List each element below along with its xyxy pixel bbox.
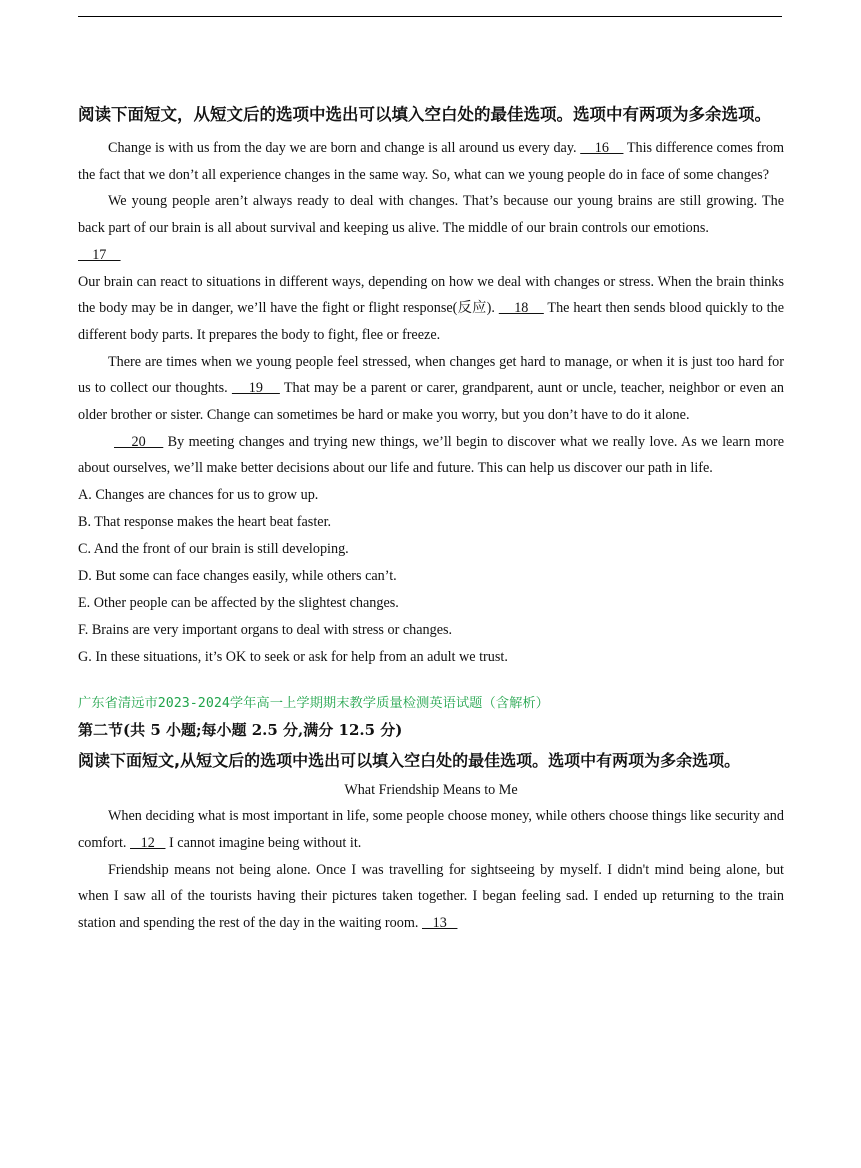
passage1-instruction: 阅读下面短文，从短文后的选项中选出可以填入空白处的最佳选项。选项中有两项为多余选项。 — [78, 105, 771, 124]
passage1-paragraph-3: Our brain can react to situations in different ways, depending on how we deal with changes or stress. When the brain thinks the body may be in danger, we’ll have the fight or flight response(反应). 18 The heart then sends blood quickly to the different body parts. It prepares the body to fight, flee or freeze. — [78, 273, 784, 343]
blank-19: 19 — [231, 380, 280, 397]
option-e: E. Other people can be affected by the slightest changes. — [78, 595, 399, 612]
blank-20: 20 — [114, 433, 164, 450]
header-rule — [78, 16, 782, 17]
option-b: B. That response makes the heart beat faster. — [78, 514, 332, 531]
blank-18: 18 — [498, 300, 544, 317]
section-heading: 第二节(共 5 小题;每小题 2.5 分,满分 12.5 分) — [78, 721, 403, 740]
source-label: 广东省清远市2023-2024学年高一上学期期末教学质量检测英语试题（含解析） — [78, 696, 549, 712]
passage1-paragraph-1: Change is with us from the day we are born and change is all around us every day. 16 This difference comes from the fact that we don’t all experience changes in the same way. So, what can we young people do in face of some changes? — [78, 140, 785, 183]
passage1-paragraph-2: We young people aren’t always ready to deal with changes. That’s because our young brains are still growing. The back part of our brain is all about survival and keeping us alive. The middle of our brain controls our emotions. 17 — [78, 193, 784, 263]
passage1-paragraph-4: There are times when we young people feel stressed, when changes get hard to manage, or when it is just too hard for us to collect our thoughts. 19 That may be a parent or carer, grandparent, aunt or uncle, teacher, neighbor or even an older brother or sister. Change can sometimes be hard or make you worry, but you don’t have to do it alone. — [78, 353, 785, 424]
option-g: G. In these situations, it’s OK to seek or ask for help from an adult we trust. — [78, 649, 508, 666]
document-body — [78, 98, 784, 937]
blank-12: 12 — [130, 834, 166, 851]
passage2-instruction: 阅读下面短文,从短文后的选项中选出可以填入空白处的最佳选项。选项中有两项为多余选项。 — [78, 751, 741, 771]
blank-13: 13 — [421, 914, 458, 931]
passage2-paragraph-1: When deciding what is most important in life, some people choose money, while others choose things like security and comfort. 12 I cannot imagine being without it. — [78, 808, 784, 851]
option-c: C. And the front of our brain is still developing. — [78, 541, 349, 558]
options-list — [78, 482, 784, 671]
passage1-paragraph-5: 20 By meeting changes and trying new things, we’ll begin to discover what we really love. As we learn more about ourselves, we’ll make better decisions about our life and future. This can help us discover our path in life. — [78, 433, 785, 477]
passage2-paragraph-2: Friendship means not being alone. Once I was travelling for sightseeing by myself. I didn't mind being alone, but when I saw all of the tourists having their pictures taken together. I began feeling sad. I ended up returning to the train station and spending the rest of the day in the waiting room. 13 — [78, 861, 784, 931]
blank-16: 16 — [580, 140, 624, 156]
blank-17: 17 — [78, 246, 121, 263]
option-f: F. Brains are very important organs to deal with stress or changes. — [78, 622, 453, 639]
passage2-title: What Friendship Means to Me — [344, 782, 518, 799]
option-a: A. Changes are chances for us to grow up. — [78, 487, 319, 504]
option-d: D. But some can face changes easily, while others can’t. — [78, 568, 397, 585]
